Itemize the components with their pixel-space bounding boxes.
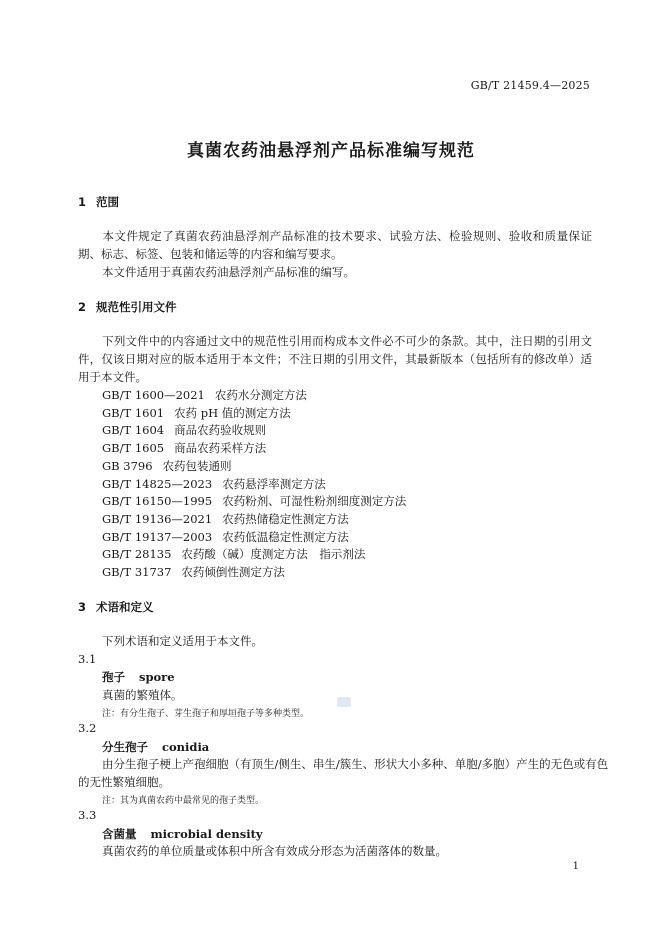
reference-title: 农药悬浮率测定方法 [222,477,326,491]
reference-title: 农药包装通则 [162,459,232,473]
reference-item [102,458,232,474]
watermark-logo [337,697,351,707]
paragraph-text: 下列文件中的内容通过文中的规范性引用而构成本文件必不可少的条款。其中，注日期的引用文件，仅该日期对应的版本适用于本文件；不注日期的引用文件，其最新版本（包括所有的修改单）适用于本文件。 [78,334,592,385]
paragraph [78,332,592,387]
reference-code: GB/T 28135 [102,547,172,561]
section-number: 1 [78,195,87,209]
reference-code: GB/T 19136—2021 [102,512,213,526]
reference-item [102,387,307,403]
term-en: spore [139,670,175,684]
term-zh: 含菌量 [102,827,137,841]
reference-item [102,564,285,580]
term-definition: 真菌的繁殖体。 [102,688,183,702]
reference-code: GB/T 19137—2003 [102,530,213,544]
reference-code: GB/T 31737 [102,565,172,579]
reference-code: GB/T 1601 [102,406,165,420]
term-number: 3.1 [78,652,97,666]
term-zh: 分生孢子 [102,740,148,754]
paragraph [78,263,592,281]
term-entry [102,739,209,755]
reference-item [102,440,266,456]
reference-item [102,529,349,545]
reference-item [102,405,291,421]
term-en: conidia [162,740,210,754]
term-note: 注：其为真菌农药中最常见的孢子类型。 [102,796,265,806]
reference-title: 农药 pH 值的测定方法 [174,406,291,420]
reference-title: 农药水分测定方法 [214,388,307,402]
term-definition: 由分生孢子梗上产孢细胞（有顶生/侧生、串生/簇生、形状大小多种、单胞/多胞）产生的无色或有色 [102,757,609,771]
document-title: 真菌农药油悬浮剂产品标准编写规范 [187,141,475,161]
reference-item [102,511,349,527]
reference-title: 农药倾倒性测定方法 [181,565,285,579]
reference-title: 农药低温稳定性测定方法 [222,530,349,544]
reference-title: 商品农药采样方法 [174,441,267,455]
paragraph-text: 本文件适用于真菌农药油悬浮剂产品标准的编写。 [102,265,355,279]
reference-code: GB/T 1605 [102,441,165,455]
reference-item [102,422,266,438]
terms-intro: 下列术语和定义适用于本文件。 [102,634,263,648]
term-entry [102,669,175,685]
reference-code: GB 3796 [102,459,153,473]
reference-item [102,546,365,562]
section-number: 2 [78,300,87,314]
term-en: microbial density [150,827,263,841]
section-number: 3 [78,600,87,614]
section-title: 规范性引用文件 [96,300,177,314]
section-heading-scope [78,194,119,210]
reference-title: 商品农药验收规则 [174,423,267,437]
term-note: 注：有分生孢子、芽生孢子和厚垣孢子等多种类型。 [102,709,310,719]
paragraph-text: 本文件规定了真菌农药油悬浮剂产品标准的技术要求、试验方法、检验规则、验收和质量保证期、标志、标签、包装和储运等的内容和编写要求。 [78,229,592,262]
section-heading-normative-references [78,299,177,315]
standard-number: GB/T 21459.4—2025 [470,79,590,92]
term-entry [102,826,263,842]
term-definition: 真菌农药的单位质量或体积中所含有效成分形态为活菌落体的数量。 [102,844,447,858]
section-title: 范围 [96,195,119,209]
reference-title: 农药酸（碱）度测定方法 指示剂法 [181,547,366,561]
reference-title: 农药粉剂、可湿性粉剂细度测定方法 [222,494,407,508]
section-heading-terms [78,599,154,615]
paragraph [78,227,592,263]
reference-item [102,476,326,492]
reference-code: GB/T 16150—1995 [102,494,213,508]
reference-title: 农药热储稳定性测定方法 [222,512,349,526]
term-number: 3.3 [78,808,97,822]
page-number: 1 [572,861,579,872]
reference-code: GB/T 14825—2023 [102,477,213,491]
section-title: 术语和定义 [96,600,154,614]
term-definition-continued: 的无性繁殖细胞。 [78,775,170,789]
reference-code: GB/T 1600—2021 [102,388,205,402]
term-number: 3.2 [78,721,97,735]
term-zh: 孢子 [102,670,125,684]
reference-code: GB/T 1604 [102,423,165,437]
reference-item [102,493,406,509]
